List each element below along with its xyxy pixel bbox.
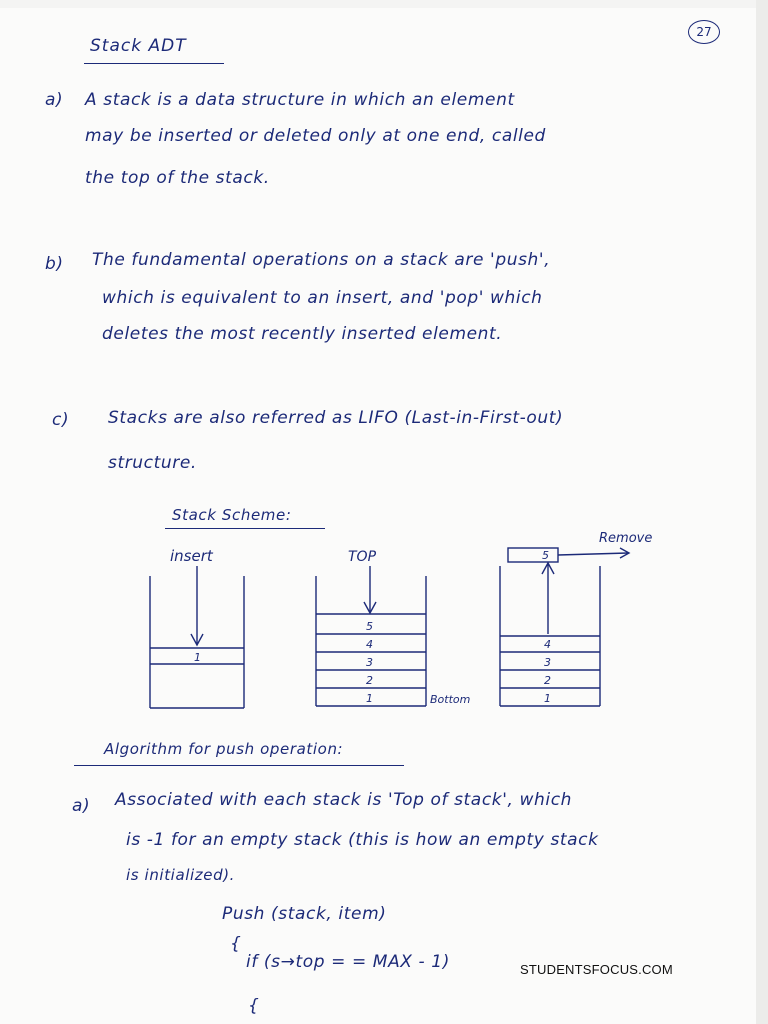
para-a-line-3: the top of the stack.	[85, 168, 270, 188]
bottom-label: Bottom	[430, 693, 471, 706]
stack3-cell-3: 3	[544, 656, 551, 669]
stack3-cell-4: 4	[544, 638, 551, 651]
algo-line-3: is initialized).	[126, 866, 236, 884]
stack2-cell-1: 1	[366, 692, 373, 705]
algo-line-2: is -1 for an empty stack (this is how an empty stack	[126, 830, 599, 850]
para-a-marker: a)	[45, 90, 64, 110]
para-b-line-2: which is equivalent to an insert, and 'pop' which	[102, 288, 543, 308]
para-c-line-1: Stacks are also referred as LIFO (Last-in-First-out)	[108, 408, 564, 428]
watermark: STUDENTSFOCUS.COM	[520, 962, 673, 977]
code-line-3: if (s→top = = MAX - 1)	[246, 952, 450, 972]
algo-marker: a)	[72, 796, 91, 816]
insert-label: insert	[170, 547, 213, 565]
para-b-line-3: deletes the most recently inserted element.	[102, 324, 503, 344]
page-title: Stack ADT	[90, 36, 187, 56]
stack2-cell-4: 4	[366, 638, 373, 651]
removed-cell-5: 5	[542, 549, 549, 562]
algo-line-1: Associated with each stack is 'Top of stack', which	[115, 790, 573, 810]
code-line-2: {	[230, 934, 242, 954]
algorithm-heading: Algorithm for push operation:	[104, 740, 344, 758]
stack-remove	[500, 548, 629, 706]
stack3-cell-2: 2	[544, 674, 551, 687]
stack2-cell-5: 5	[366, 620, 373, 633]
stack1-cell-1: 1	[194, 651, 201, 664]
code-line-4: {	[248, 996, 260, 1016]
remove-label: Remove	[599, 531, 653, 546]
stack2-cell-3: 3	[366, 656, 373, 669]
para-c-marker: c)	[52, 410, 70, 430]
scheme-heading: Stack Scheme:	[172, 506, 292, 524]
para-b-marker: b)	[45, 254, 64, 274]
code-line-1: Push (stack, item)	[222, 904, 387, 924]
para-a-line-2: may be inserted or deleted only at one end, called	[85, 126, 546, 146]
stack-insert	[150, 566, 244, 708]
stack2-cell-2: 2	[366, 674, 373, 687]
top-label: TOP	[348, 549, 377, 565]
stack3-cell-1: 1	[544, 692, 551, 705]
para-a-line-1: A stack is a data structure in which an element	[85, 90, 515, 110]
algorithm-heading-underline	[74, 765, 404, 766]
para-c-line-2: structure.	[108, 453, 197, 473]
para-b-line-1: The fundamental operations on a stack are 'push',	[92, 250, 551, 270]
page-number: 27	[688, 20, 720, 44]
